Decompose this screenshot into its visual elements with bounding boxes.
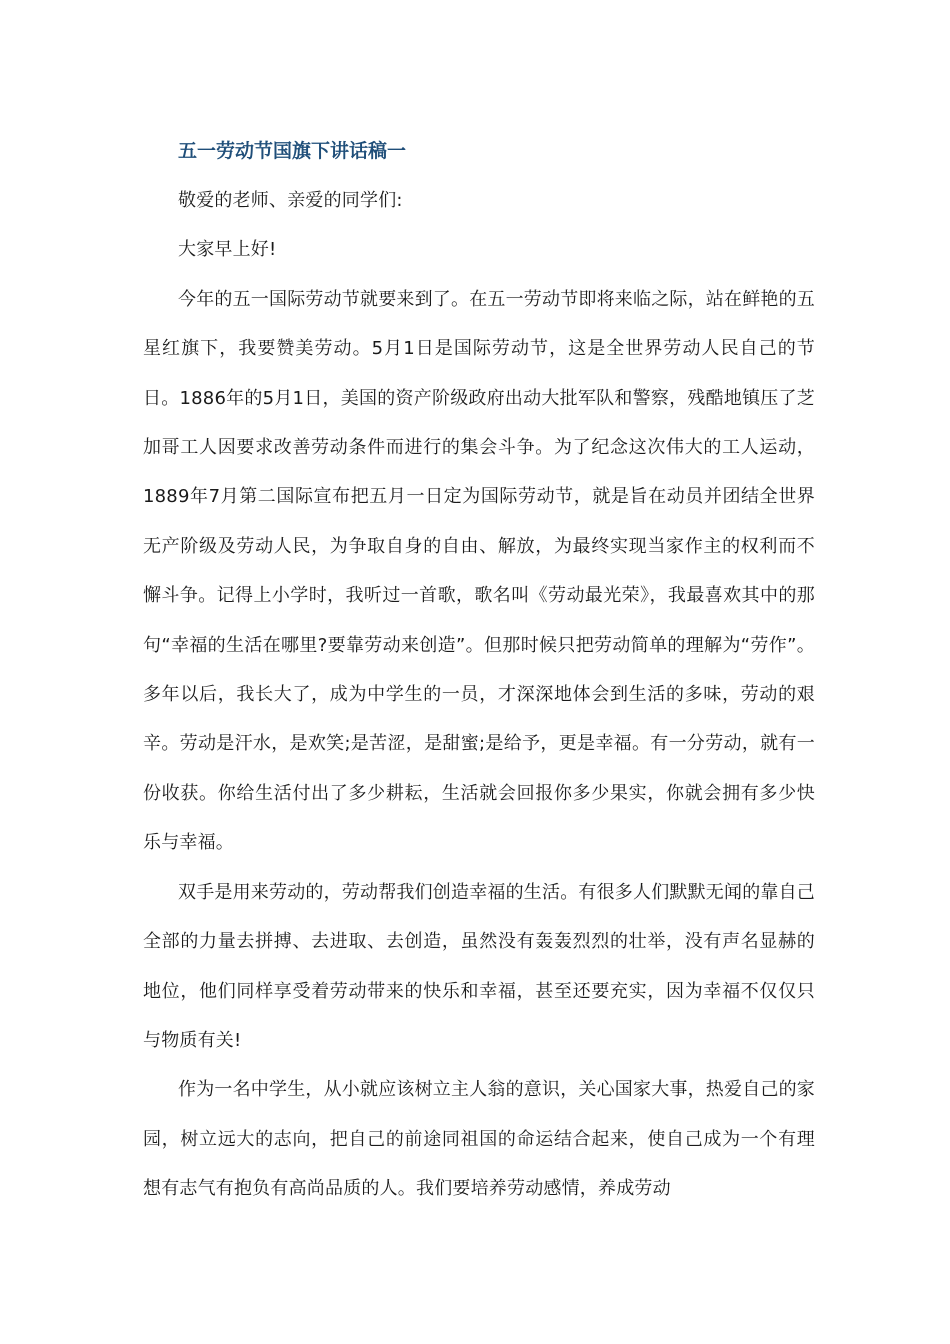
body-paragraph: 双手是用来劳动的，劳动帮我们创造幸福的生活。有很多人们默默无闻的靠自己全部的力量去拼搏、去进取、去创造，虽然没有轰轰烈烈的壮举，没有声名显赫的地位，他们同样享受着劳动带来的快乐和幸福，甚至还要充实，因为幸福不仅仅只与物质有关! [143, 881, 815, 1051]
document-body [143, 126, 815, 1214]
salutation-paragraph: 敬爱的老师、亲爱的同学们: [178, 190, 403, 211]
greeting-paragraph: 大家早上好! [178, 239, 277, 261]
body-paragraph: 作为一名中学生，从小就应该树立主人翁的意识，关心国家大事，热爱自己的家园，树立远大的志向，把自己的前途同祖国的命运结合起来，使自己成为一个有理想有志气有抱负有高尚品质的人。我们要培养劳动感情，养成劳动 [143, 1079, 815, 1200]
document-title: 五一劳动节国旗下讲话稿一 [178, 140, 407, 162]
body-paragraph: 今年的五一国际劳动节就要来到了。在五一劳动节即将来临之际，站在鲜艳的五星红旗下，我要赞美劳动。5月1日是国际劳动节，这是全世界劳动人民自己的节日。1886年的5月1日，美国的资产阶级政府出动大批军队和警察，残酷地镇压了芝加哥工人因要求改善劳动条件而进行的集会斗争。为了纪念这次伟大的工人运动，1889年7月第二国际宣布把五月一日定为国际劳动节，就是旨在动员并团结全世界无产阶级及劳动人民，为争取自身的自由、解放，为最终实现当家作主的权利而不懈斗争。记得上小学时，我听过一首歌，歌名叫《劳动最光荣》，我最喜欢其中的那句“幸福的生活在哪里?要靠劳动来创造”。但那时候只把劳动简单的理解为“劳作”。多年以后，我长大了，成为中学生的一员，才深深地体会到生活的多味，劳动的艰辛。劳动是汗水，是欢笑;是苦涩，是甜蜜;是给予，更是幸福。有一分劳动，就有一份收获。你给生活付出了多少耕耘，生活就会回报你多少果实，你就会拥有多少快乐与幸福。 [143, 288, 815, 854]
